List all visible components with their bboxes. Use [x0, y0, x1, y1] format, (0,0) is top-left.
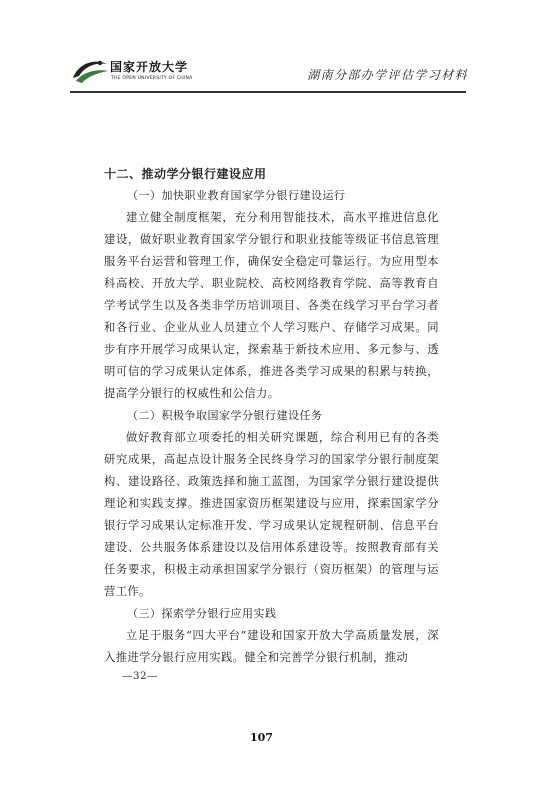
page-number: 107 [250, 731, 273, 744]
header-title: 湖南分部办学评估学习材料 [307, 68, 468, 82]
university-logo-icon [70, 56, 110, 84]
brand-name-cn: 国家开放大学 [110, 60, 189, 74]
subsection-heading-2: （二）积极争取国家学分银行建设任务 [127, 409, 323, 422]
page-header [0, 0, 536, 94]
subsection-heading-3: （三）探索学分银行应用实践 [127, 607, 277, 620]
subsection-paragraph-3: 立足于服务“四大平台”建设和国家开放大学高质量发展，深入推进学分银行应用实践。健全和完善学分银行机制，推动 [104, 629, 439, 664]
document-body [104, 163, 439, 669]
header-divider [70, 91, 466, 93]
brand-name-en: THE OPEN UNIVERSITY OF CHINA [111, 76, 193, 81]
subsection-paragraph-2: 做好教育部立项委托的相关研究课题，综合利用已有的各类研究成果，高起点设计服务全民终身学习的国家学分银行制度架构、建设路径、政策选择和施工蓝图，为国家学分银行建设提供理论和实践支撑。推进国家资历框架建设与应用，探索国家学分银行学习成果认定标准开发、学习成果认定规程研制、信息平台建设、公共服务体系建设以及信用体系建设等。按照教育部有关任务要求，积极主动承担国家学分银行（资历框架）的管理与运营工作。 [104, 431, 439, 598]
subsection-heading-1: （一）加快职业教育国家学分银行建设运行 [127, 189, 346, 202]
section-title: 十二、推动学分银行建设应用 [104, 167, 267, 181]
inner-page-number: —32— [122, 670, 158, 682]
subsection-paragraph-1: 建立健全制度框架，充分利用智能技术，高水平推进信息化建设，做好职业教育国家学分银行和职业技能等级证书信息管理服务平台运营和管理工作，确保安全稳定可靠运行。为应用型本科高校、开放大学、职业院校、高校网络教育学院、高等教育自学考试学生以及各类非学历培训项目、各类在线学习平台学习者和各行业、企业从业人员建立个人学习账户、存储学习成果。同步有序开展学习成果认定，探索基于新技术应用、多元参与、透明可信的学习成果认定体系，推进各类学习成果的积累与转换，提高学分银行的权威性和公信力。 [104, 211, 439, 400]
